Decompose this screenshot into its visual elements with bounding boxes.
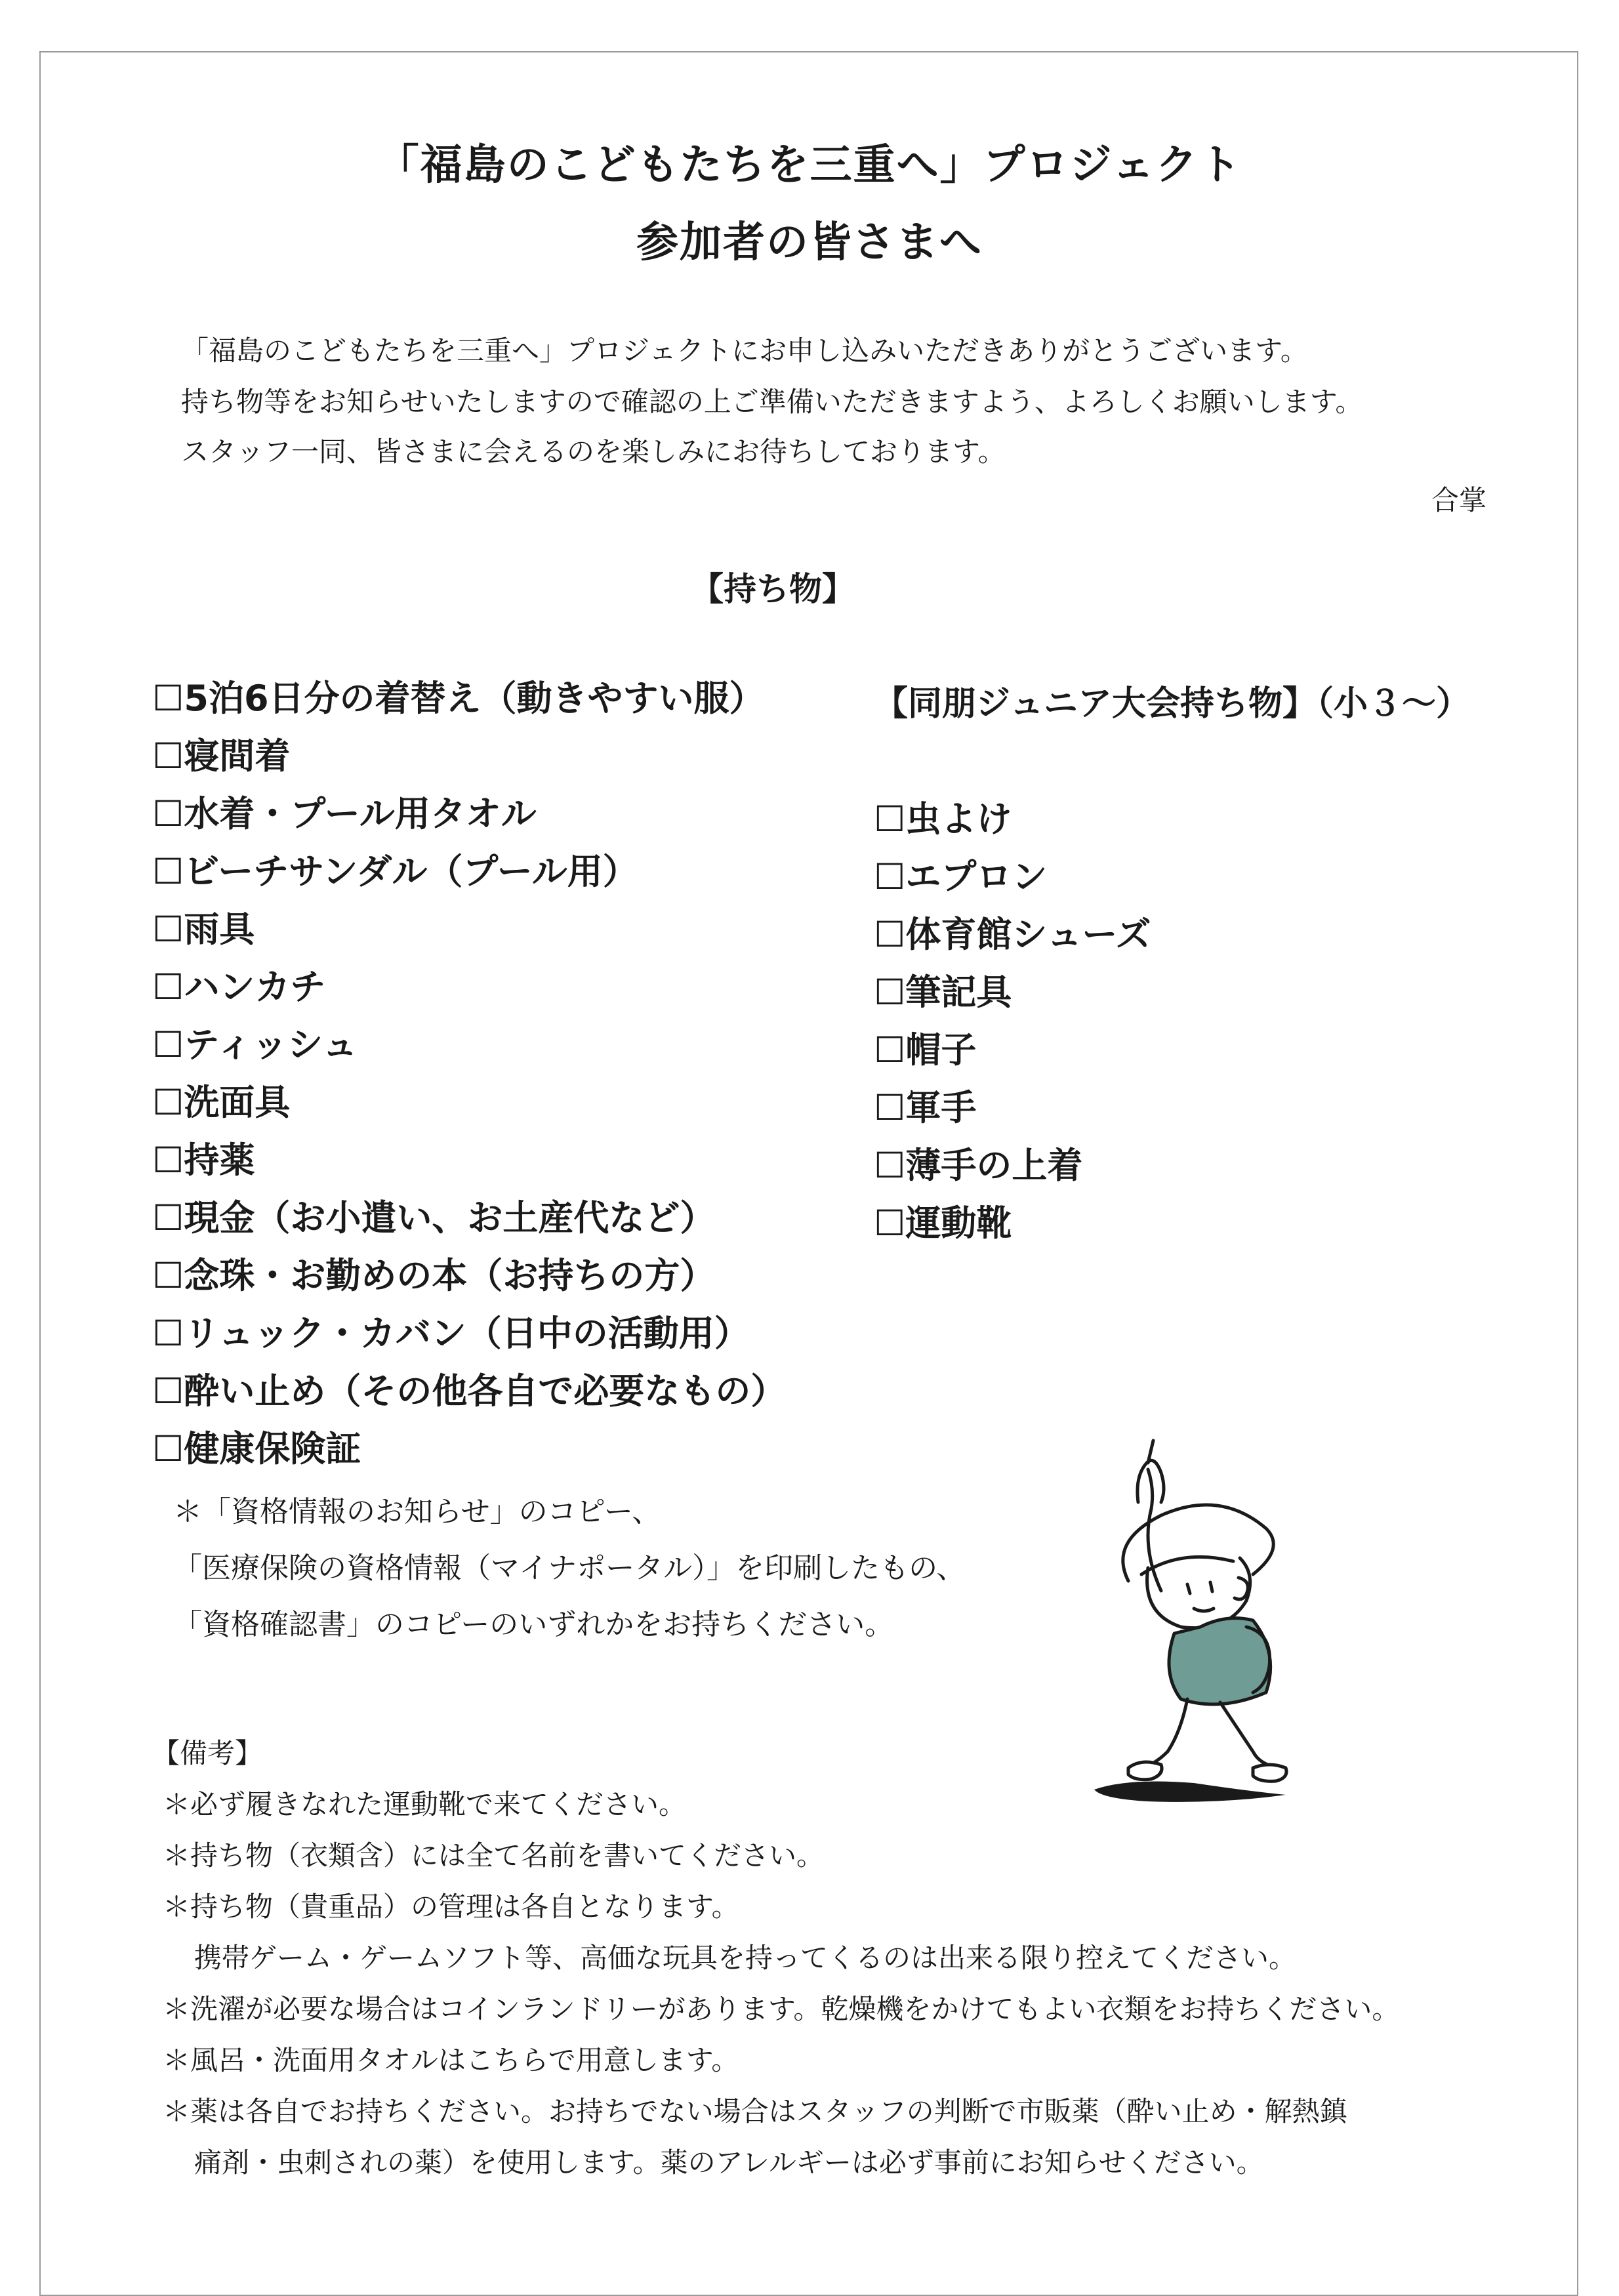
checklist-item[interactable]: ☐現金（お小遣い、お土産代など）: [152, 1197, 716, 1239]
remark-line: ＊持ち物（貴重品）の管理は各自となります。: [163, 1891, 739, 1923]
junior-checklist-item[interactable]: ☐軍手: [874, 1087, 977, 1128]
checklist-item[interactable]: ☐雨具: [152, 909, 255, 950]
junior-checklist-item[interactable]: ☐帽子: [874, 1029, 977, 1071]
checklist-item[interactable]: ☐ハンカチ: [152, 966, 326, 1008]
remark-line: ＊洗濯が必要な場合はコインランドリーがあります。乾燥機をかけてもよい衣類をお持ちください。: [163, 1993, 1400, 2025]
checklist-item[interactable]: ☐洗面具: [152, 1082, 291, 1123]
checklist-item[interactable]: ☐ビーチサンダル（プール用）: [152, 851, 638, 892]
remark-line: ＊必ず履きなれた運動靴で来てください。: [163, 1788, 687, 1820]
junior-checklist-item[interactable]: ☐筆記具: [874, 972, 1012, 1013]
checklist-item[interactable]: ☐酔い止め（その他各自で必要なもの）: [152, 1370, 787, 1412]
insurance-note-line: 「資格確認書」のコピーのいずれかをお持ちください。: [173, 1608, 894, 1641]
remark-line: ＊持ち物（衣類含）には全て名前を書いてください。: [163, 1839, 825, 1872]
remark-line: ＊薬は各自でお持ちください。お持ちでない場合はスタッフの判断で市販薬（酔い止め・解熱鎮: [163, 2095, 1347, 2127]
intro-line: 「福島のこどもたちを三重へ」プロジェクトにお申し込みいただきありがとうございます。: [181, 335, 1308, 367]
junior-checklist-item[interactable]: ☐エプロン: [874, 856, 1048, 897]
checklist-item[interactable]: ☐水着・プール用タオル: [152, 793, 537, 834]
junior-checklist-item[interactable]: ☐虫よけ: [874, 798, 1012, 840]
page-subtitle: 参加者の皆さまへ: [636, 218, 983, 267]
checklist-item[interactable]: ☐寝間着: [152, 735, 291, 777]
junior-checklist-item[interactable]: ☐体育館シューズ: [874, 914, 1151, 955]
junior-checklist-item[interactable]: ☐薄手の上着: [874, 1145, 1083, 1186]
checklist-item[interactable]: ☐ティッシュ: [152, 1024, 358, 1065]
checklist-item[interactable]: ☐念珠・お勤めの本（お持ちの方）: [152, 1255, 716, 1296]
insurance-note-line: 「医療保険の資格情報（マイナポータル）」を印刷したもの、: [173, 1551, 966, 1585]
signature: 合掌: [1431, 484, 1486, 516]
checklist-item[interactable]: ☐持薬: [152, 1139, 255, 1181]
remarks-heading: 【備考】: [152, 1737, 263, 1769]
insurance-note-line: ＊「資格情報のお知らせ」のコピー、: [173, 1495, 661, 1528]
intro-line: スタッフ一同、皆さまに会えるのを楽しみにお待ちしております。: [181, 436, 1006, 468]
checklist-item[interactable]: ☐5泊6日分の着替え（動きやすい服）: [152, 678, 765, 719]
remark-line: ＊風呂・洗面用タオルはこちらで用意します。: [163, 2044, 739, 2076]
checklist-item[interactable]: ☐リュック・カバン（日中の活動用）: [152, 1313, 750, 1354]
page-title: 「福島のこどもたちを三重へ」プロジェクト: [377, 141, 1242, 190]
junior-heading: 【同朋ジュニア大会持ち物】（小３～）: [874, 684, 1470, 724]
checklist-item[interactable]: ☐健康保険証: [152, 1428, 361, 1469]
intro-line: 持ち物等をお知らせいたしますので確認の上ご準備いただきますよう、よろしくお願いします。: [181, 386, 1363, 418]
remark-line: 痛剤・虫刺されの薬）を使用します。薬のアレルギーは必ず事前にお知らせください。: [194, 2146, 1264, 2179]
junior-checklist-item[interactable]: ☐運動靴: [874, 1202, 1012, 1244]
pointing-child-illustration: [1089, 1437, 1378, 1817]
belongings-heading: 【持ち物】: [691, 570, 855, 608]
remark-line: 携帯ゲーム・ゲームソフト等、高価な玩具を持ってくるのは出来る限り控えてください。: [194, 1942, 1297, 1974]
